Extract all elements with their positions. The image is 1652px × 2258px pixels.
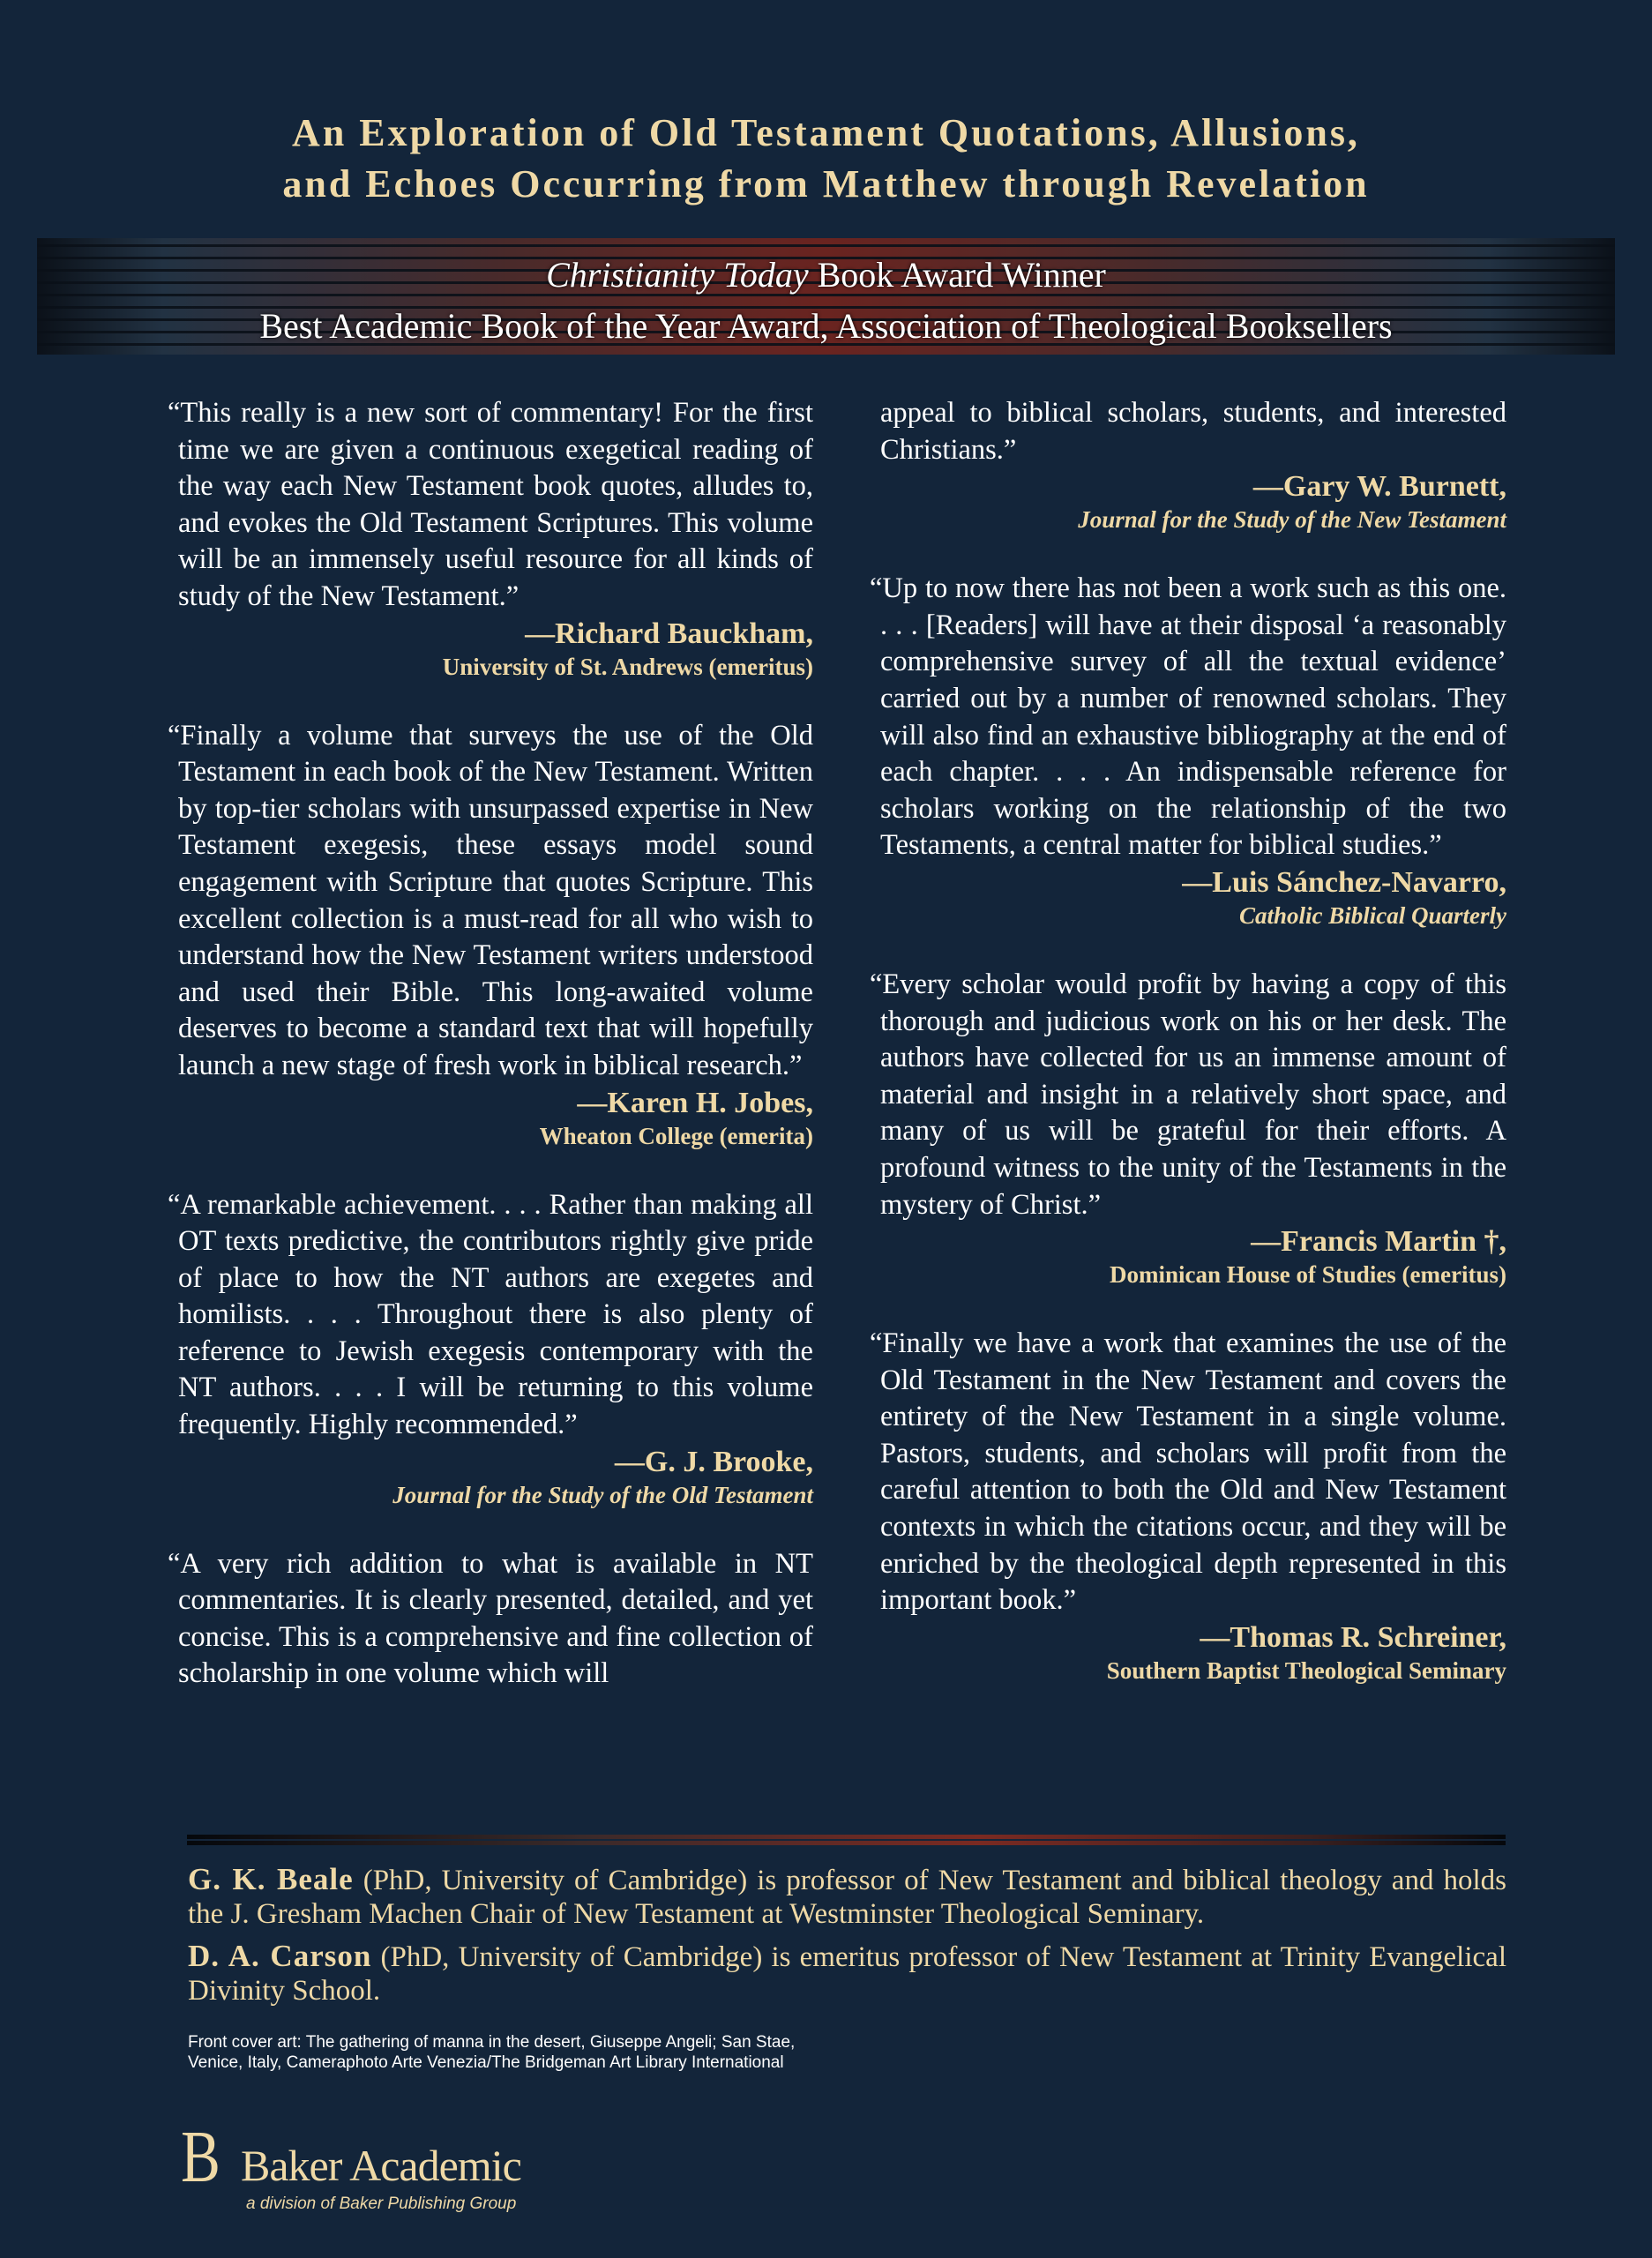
endorser-affiliation: Journal for the Study of the New Testament [1078, 506, 1506, 534]
author-bio [188, 1863, 1506, 1931]
endorsements-left-column [168, 395, 813, 1693]
endorsement-quote: “Finally we have a work that examines the use of the Old Testament in the New Testament and covers the entirety of the New Testament in a single volume. Pastors, students, and scholars will profit from the careful attention to both the Old and New Testament contexts in which the citations occur, and they will be enriched by the theological depth represented in this important book.” [870, 1327, 1506, 1617]
endorsement-attribution [880, 1619, 1506, 1685]
publisher-tagline: a division of Baker Publishing Group [246, 2194, 517, 2213]
endorsement-quote: “A very rich addition to what is available in NT commentaries. It is clearly presented, detailed, and yet concise. This is a comprehensive and fine collection of scholarship in one volume which will [168, 1547, 813, 1690]
author-name: D. A. Carson [188, 1939, 372, 1973]
endorser-name: —Karen H. Jobes, [577, 1086, 813, 1119]
award-line-2: Best Academic Book of the Year Award, Association of Theological Booksellers [259, 306, 1393, 346]
endorser-name: —Richard Bauckham, [525, 617, 813, 650]
award-line-1-text: Book Award Winner [808, 255, 1106, 295]
credit-line-1: Front cover art: The gathering of manna in the desert, Giuseppe Angeli; San Stae, [188, 2033, 796, 2052]
section-divider [187, 1835, 1506, 1845]
endorser-name: —Gary W. Burnett, [1252, 470, 1506, 504]
endorser-name: —Thomas R. Schreiner, [1200, 1620, 1506, 1654]
endorsement-quote: “Up to now there has not been a work such as this one. . . . [Readers] will have at their disposal ‘a reasonably comprehensive survey of all the textual evidence’ carried out by a number of renowned scholars. They will also find an exhaustive bibliography at the end of each chapter. . . . An indispensable reference for scholars working on the relationship of the two Testaments, a central matter for biblical studies.” [870, 572, 1506, 862]
author-bio [188, 1940, 1506, 2008]
headline [0, 108, 1652, 210]
award-publication: Christianity Today [546, 255, 809, 295]
endorsement-attribution [178, 616, 813, 681]
endorser-affiliation: University of St. Andrews (emeritus) [442, 653, 813, 680]
endorser-name: —Luis Sánchez-Navarro, [1182, 865, 1506, 899]
headline-line-1: An Exploration of Old Testament Quotations, Allusions, [292, 111, 1360, 154]
endorsement-attribution [178, 1444, 813, 1509]
endorser-affiliation: Wheaton College (emerita) [539, 1122, 813, 1149]
endorser-affiliation: Dominican House of Studies (emeritus) [1110, 1261, 1506, 1289]
baker-b-logo-icon: B [181, 2116, 221, 2198]
author-bio-text: (PhD, University of Cambridge) is professor of New Testament and biblical theology and holds the J. Gresham Machen Chair of New Testament at Westminster Theological Seminary. [188, 1865, 1506, 1930]
endorsement-attribution [880, 1223, 1506, 1289]
author-name: G. K. Beale [188, 1862, 354, 1896]
award-line-1 [37, 254, 1615, 295]
endorser-affiliation: Southern Baptist Theological Seminary [1106, 1656, 1506, 1684]
award-banner [37, 238, 1615, 355]
cover-art-credit [188, 2032, 982, 2073]
endorser-affiliation: Journal for the Study of the Old Testament [392, 1481, 813, 1508]
endorser-affiliation: Catholic Biblical Quarterly [1238, 901, 1506, 929]
endorsement-quote: “Every scholar would profit by having a copy of this thorough and judicious work on his or her desk. The authors have collected for us an immense amount of material and insight in a relatively short space, and many of us will be grateful for their efforts. A profound witness to the unity of the Testaments in the mystery of Christ.” [870, 968, 1506, 1221]
endorsement-quote-continued: appeal to biblical scholars, students, and interested Christians.” [880, 397, 1506, 466]
endorsement-attribution [880, 864, 1506, 930]
endorser-name: —Francis Martin †, [1251, 1225, 1506, 1259]
publisher-name: Baker Academic [241, 2141, 521, 2190]
endorsement-attribution [178, 1085, 813, 1150]
author-bios [188, 1863, 1506, 2016]
headline-line-2: and Echoes Occurring from Matthew through Revelation [282, 162, 1370, 206]
endorser-name: —G. J. Brooke, [614, 1445, 813, 1478]
endorsement-quote: “A remarkable achievement. . . . Rather than making all OT texts predictive, the contributors rightly give pride of place to how the NT authors are exegetes and homilists. . . . Throughout there is also plenty of reference to Jewish exegesis contemporary with the NT authors. . . . I will be returning to this volume frequently. Highly recommended.” [168, 1188, 813, 1441]
credit-line-2: Venice, Italy, Cameraphoto Arte Venezia/The Bridgeman Art Library International [188, 2053, 784, 2072]
endorsement-quote: “This really is a new sort of commentary! For the first time we are given a continuous exegetical reading of the way each New Testament book quotes, alludes to, and evokes the Old Testament Scriptures. This volume will be an immensely useful resource for all kinds of study of the New Testament.” [168, 397, 813, 612]
endorsement-attribution [880, 468, 1506, 534]
author-bio-text: (PhD, University of Cambridge) is emeritus professor of New Testament at Trinity Evangelical Divinity School. [188, 1941, 1506, 2007]
endorsement-quote: “Finally a volume that surveys the use of the Old Testament in each book of the New Testament. Written by top-tier scholars with unsurpassed expertise in New Testament exegesis, these essays model sound engagement with Scripture that quotes Scripture. This excellent collection is a must-read for all who wish to understand how the New Testament writers understood and used their Bible. This long-awaited volume deserves to become a standard text that will hopefully launch a new stage of fresh work in biblical research.” [168, 719, 813, 1081]
endorsements-right-column [870, 395, 1506, 1722]
